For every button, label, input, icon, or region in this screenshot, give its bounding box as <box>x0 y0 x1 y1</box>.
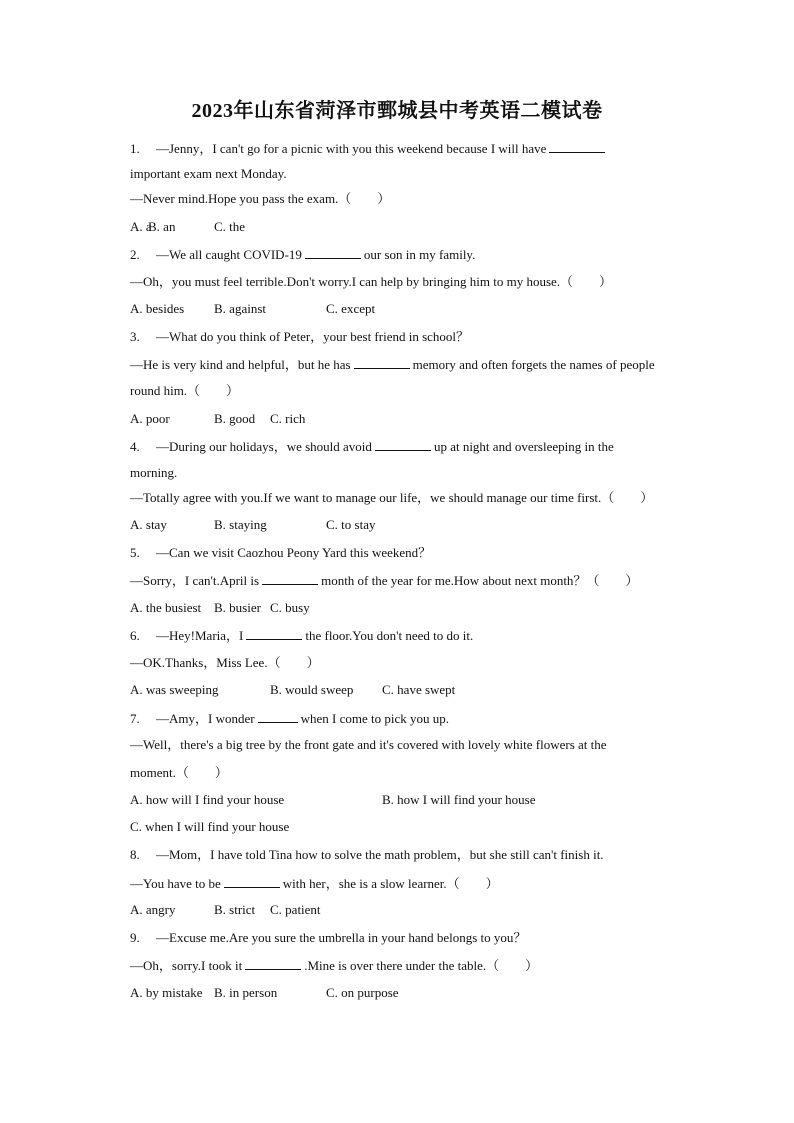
answer-blank <box>354 356 410 369</box>
question-7 <box>130 710 449 727</box>
option-c[interactable]: C. the <box>214 219 246 234</box>
question-text-before: —During our holidays，we should avoid <box>156 439 372 454</box>
option-a[interactable]: A. angry <box>130 902 176 917</box>
answer-blank <box>262 572 318 585</box>
question-number: 8. <box>130 847 140 862</box>
option-b[interactable]: B. good <box>214 411 256 426</box>
option-c[interactable]: C. have swept <box>382 682 456 697</box>
answer-blank <box>224 875 280 888</box>
question-3 <box>130 329 469 345</box>
option-c[interactable]: C. rich <box>270 411 306 426</box>
reply-text-after: with her，she is a slow learner.（ ） <box>282 876 499 891</box>
answer-blank <box>375 438 431 451</box>
question-number: 5. <box>130 545 140 560</box>
reply-text-continued: moment.（ ） <box>130 765 228 780</box>
option-a[interactable]: A. by mistake <box>130 985 203 1000</box>
answer-blank <box>549 140 605 153</box>
question-9 <box>130 930 526 946</box>
option-c[interactable]: C. busy <box>270 600 310 615</box>
reply-text-before: —Oh，sorry.I took it <box>130 958 243 973</box>
answer-blank <box>245 957 301 970</box>
option-c[interactable]: C. on purpose <box>326 985 399 1000</box>
option-b[interactable]: B. strict <box>214 902 256 917</box>
question-4 <box>130 438 614 455</box>
reply-text-continued: round him.（ ） <box>130 383 240 398</box>
question-1 <box>130 140 608 157</box>
question-number: 6. <box>130 628 140 643</box>
option-a[interactable]: A. was sweeping <box>130 682 219 697</box>
option-b[interactable]: B. how I will find your house <box>382 792 536 807</box>
option-a[interactable]: A. besides <box>130 301 185 316</box>
option-a[interactable]: A. poor <box>130 411 170 426</box>
question-text-before: —Amy，I wonder <box>156 711 255 726</box>
option-c[interactable]: C. to stay <box>326 517 376 532</box>
reply-text: —Totally agree with you.If we want to manage our life，we should manage our time first.（ ） <box>130 490 654 505</box>
option-c[interactable]: C. when I will find your house <box>130 819 290 834</box>
reply-text <box>130 875 499 892</box>
question-number: 9. <box>130 930 140 945</box>
option-a[interactable]: A. a <box>130 219 152 234</box>
answer-blank <box>246 627 302 640</box>
reply-text: —Well，there's a big tree by the front gate and it's covered with lovely white flowers at the <box>130 737 607 752</box>
question-2 <box>130 246 475 263</box>
question-number: 3. <box>130 329 140 344</box>
reply-text-after: month of the year for me.How about next month？（ ） <box>321 573 639 588</box>
reply-text <box>130 572 638 589</box>
reply-text: —Never mind.Hope you pass the exam.（ ） <box>130 191 391 206</box>
option-b[interactable]: B. would sweep <box>270 682 354 697</box>
question-5 <box>130 545 431 561</box>
reply-text-before: —You have to be <box>130 876 221 891</box>
reply-text <box>130 957 538 974</box>
option-b[interactable]: B. an <box>148 219 176 234</box>
question-text-before: —We all caught COVID-19 <box>156 247 302 262</box>
question-number: 7. <box>130 711 140 726</box>
question-number: 4. <box>130 439 140 454</box>
question-text-after: our son in my family. <box>363 247 476 262</box>
question-number: 2. <box>130 247 140 262</box>
reply-text-after: .Mine is over there under the table.（ ） <box>304 958 539 973</box>
question-text: —What do you think of Peter，your best friend in school？ <box>156 329 470 344</box>
option-a[interactable]: A. stay <box>130 517 167 532</box>
option-a[interactable]: A. how will I find your house <box>130 792 285 807</box>
question-number: 1. <box>130 141 140 156</box>
reply-text-before: —Sorry，I can't.April is <box>130 573 260 588</box>
question-text-after: up at night and oversleeping in the <box>433 439 614 454</box>
question-text-after: the floor.You don't need to do it. <box>305 628 474 643</box>
question-text: —Can we visit Caozhou Peony Yard this weekend？ <box>156 545 432 560</box>
reply-text: —Oh，you must feel terrible.Don't worry.I can help by bringing him to my house.（ ） <box>130 274 613 289</box>
exam-title: 2023年山东省菏泽市鄄城县中考英语二模试卷 <box>191 100 603 122</box>
reply-text: —OK.Thanks，Miss Lee.（ ） <box>130 655 320 670</box>
reply-text-before: —He is very kind and helpful，but he has <box>130 357 351 372</box>
question-text-continued: morning. <box>130 465 178 480</box>
question-text: —Mom，I have told Tina how to solve the math problem，but she still can't finish it. <box>156 847 604 862</box>
question-text: —Excuse me.Are you sure the umbrella in your hand belongs to you？ <box>156 930 527 945</box>
option-b[interactable]: B. in person <box>214 985 278 1000</box>
question-text-after: when I come to pick you up. <box>300 711 449 726</box>
option-b[interactable]: B. busier <box>214 600 261 615</box>
option-c[interactable]: C. except <box>326 301 376 316</box>
question-8 <box>130 847 604 863</box>
reply-text-after: memory and often forgets the names of people <box>412 357 655 372</box>
option-c[interactable]: C. patient <box>270 902 321 917</box>
question-text: —Jenny，I can't go for a picnic with you this weekend because I will have <box>156 141 547 156</box>
question-6 <box>130 627 473 644</box>
answer-blank <box>305 246 361 259</box>
option-b[interactable]: B. against <box>214 301 266 316</box>
answer-blank <box>258 710 298 723</box>
question-text-continued: important exam next Monday. <box>130 166 287 181</box>
question-text-before: —Hey!Maria，I <box>156 628 244 643</box>
reply-text <box>130 356 655 373</box>
option-a[interactable]: A. the busiest <box>130 600 202 615</box>
option-b[interactable]: B. staying <box>214 517 267 532</box>
